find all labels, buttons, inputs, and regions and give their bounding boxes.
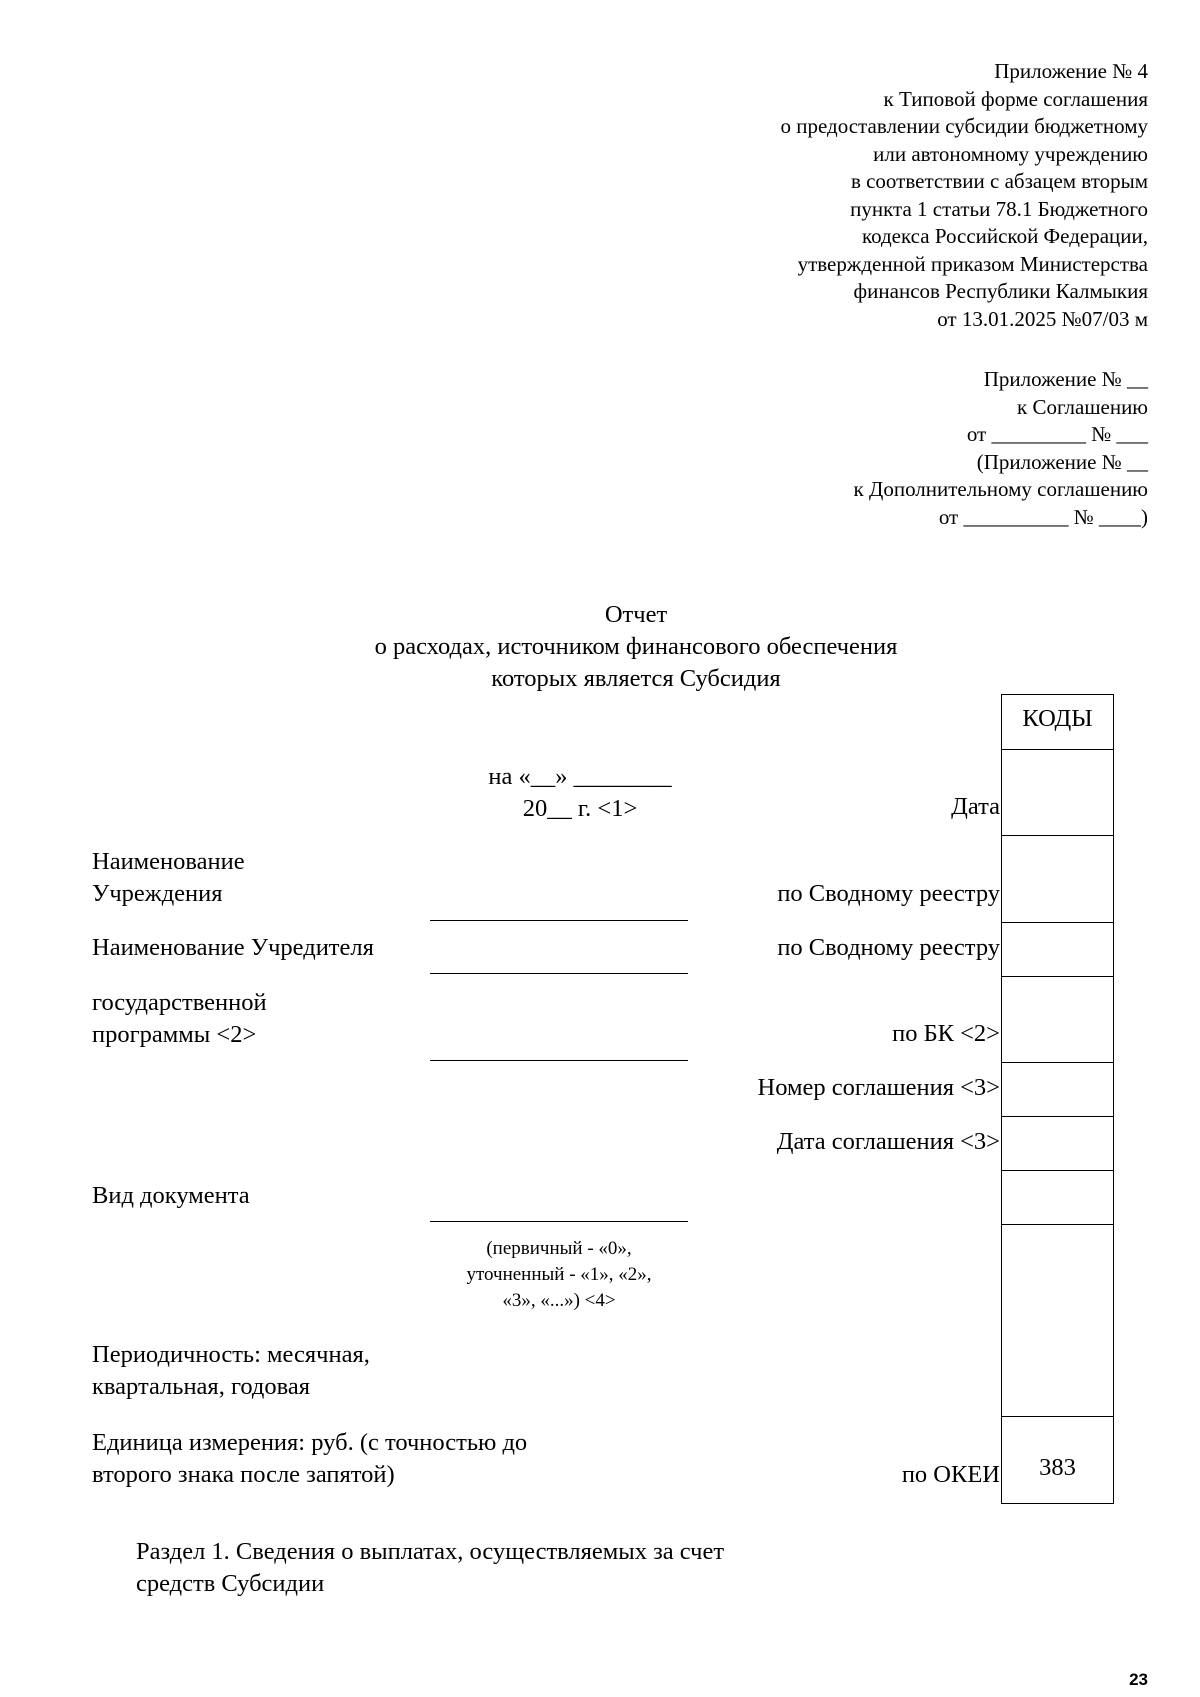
section-heading [136,1536,724,1600]
codes-column [1001,694,1114,1504]
label-unit-line: второго знака после запятой) [92,1461,395,1488]
label-program-line: программы <2> [92,1021,257,1048]
code-cell-svod2[interactable] [1002,922,1113,923]
code-cell-bk[interactable] [1002,976,1113,977]
label-program-line: государственной [92,989,267,1016]
okei-code-value: 383 [1039,1454,1076,1481]
code-cell-date[interactable] [1002,749,1113,750]
appendix-header [781,58,1149,333]
agreement-header [854,366,1148,531]
appendix-line: финансов Республики Калмыкия [853,279,1148,303]
label-institution [92,846,245,910]
doc-type-note-line: «3», «...») <4> [502,1290,616,1311]
appendix-line: к Типовой форме соглашения [883,86,1148,111]
section-heading-line: Раздел 1. Сведения о выплатах, осуществляемых за счет [136,1538,725,1565]
institution-field[interactable] [430,920,688,921]
founder-field[interactable] [430,973,688,974]
codes-header: КОДЫ [1022,705,1093,732]
appendix-line: кодекса Российской Федерации, [861,224,1148,248]
label-periodicity-line: квартальная, годовая [92,1373,311,1400]
label-agreement-number: Номер соглашения <3> [757,1074,1000,1101]
agreement-line: к Дополнительному соглашению [853,477,1148,501]
appendix-line: в соответствии с абзацем вторым [850,169,1148,193]
doc-type-note [430,1236,688,1314]
agreement-line: к Соглашению [1017,394,1148,419]
report-title-line: Отчет [604,601,668,628]
label-institution-line: Учреждения [92,880,223,907]
agreement-line: от _________ № ___ [966,422,1148,446]
report-date-line: на «__» ________ [488,763,672,790]
report-date-year: 20__ г. <1> [522,795,638,822]
label-unit-line: Единица измерения: руб. (с точностью до [92,1429,528,1456]
page-number: 23 [1129,1670,1148,1689]
label-periodicity-line: Периодичность: месячная, [92,1341,370,1368]
code-cell-agreement-date[interactable] [1002,1116,1113,1117]
code-cell-svod1[interactable] [1002,835,1113,836]
report-title [0,599,1200,695]
label-unit [92,1427,527,1491]
appendix-line: Приложение № 4 [994,59,1148,83]
code-cell-okei[interactable] [1002,1416,1113,1417]
label-program [92,987,267,1051]
code-cell-doc-type[interactable] [1002,1170,1113,1171]
agreement-line: Приложение № __ [983,367,1148,391]
appendix-line: утвержденной приказом Министерства [797,251,1148,276]
code-cell-agreement-number[interactable] [1002,1062,1113,1063]
appendix-line: пункта 1 статьи 78.1 Бюджетного [850,196,1148,221]
label-bk: по БК <2> [892,1020,1000,1047]
program-field[interactable] [430,1060,688,1061]
label-doc-type: Вид документа [92,1182,250,1209]
label-okei: по ОКЕИ [901,1461,1000,1488]
label-date: Дата [951,793,1000,820]
label-svod-registry-2: по Сводному реестру [777,934,1000,961]
label-institution-line: Наименование [92,848,245,875]
agreement-line: от __________ № ____) [938,504,1148,529]
label-founder: Наименование Учредителя [92,934,374,961]
label-agreement-date: Дата соглашения <3> [776,1128,1000,1155]
code-cell-blank [1002,1224,1113,1225]
doc-type-note-line: уточненный - «1», «2», [466,1264,652,1285]
doc-type-field[interactable] [430,1221,688,1222]
section-heading-line: средств Субсидии [136,1570,325,1597]
doc-type-note-line: (первичный - «0», [486,1238,632,1259]
report-title-line: о расходах, источником финансового обеспечения [374,633,898,660]
agreement-line: (Приложение № __ [976,449,1148,474]
report-title-line: которых является Субсидия [491,665,781,692]
label-periodicity [92,1339,370,1403]
label-svod-registry-1: по Сводному реестру [777,880,1000,907]
appendix-line: или автономному учреждению [873,141,1148,166]
report-date [440,761,720,825]
appendix-line: от 13.01.2025 №07/03 м [937,306,1148,331]
appendix-line: о предоставлении субсидии бюджетному [780,114,1148,138]
